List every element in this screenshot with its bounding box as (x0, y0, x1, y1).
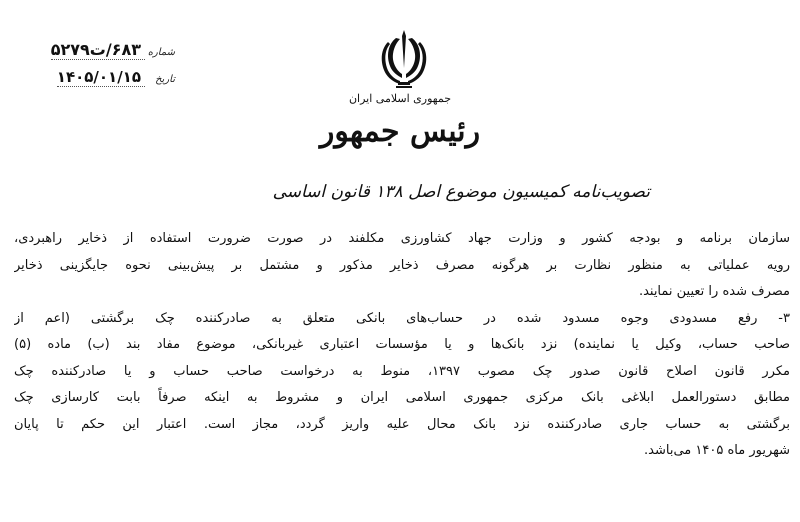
office-title: رئیس جمهور (319, 114, 481, 149)
body-line: ۳- رفع مسدودی وجوه مسدود شده در حساب‌های بانکی متعلق به صادرکننده چک برگشتی (اعم از (14, 310, 790, 326)
body-line: شهریور ماه ۱۴۰۵ می‌باشد. (644, 443, 790, 458)
republic-name: جمهوری اسلامی ایران (348, 92, 452, 105)
iran-emblem-icon (378, 28, 430, 90)
body-line: مکرر قانون اصلاح قانون صدور چک مصوب ۱۳۹۷، منوط به درخواست صاحب حساب و یا صادرکننده چک (14, 363, 790, 379)
body-line: صاحب حساب، وکیل یا نماینده) نزد بانک‌ها و یا مؤسسات اعتباری غیربانکی، موضوع مفاد بند (ب) ماده (۵) (14, 337, 790, 352)
approval-line: تصویب‌نامه کمیسیون موضوع اصل ۱۳۸ قانون اساسی (272, 182, 650, 202)
emblem-graphic (378, 28, 430, 90)
body-line: مصرف شده را تعیین نمایند. (638, 284, 790, 299)
number-value: ۶۸۳/ت۵۲۷۹ (51, 40, 145, 60)
date-value: ۱۴۰۵/۰۱/۱۵ (57, 68, 145, 87)
number-label: شماره (147, 47, 175, 58)
date-label: تاریخ (155, 74, 175, 85)
body-line: رویه عملیاتی به منظور نظارت بر هرگونه مصرف ذخایر مذکور و مشتمل بر پیش‌بینی نحوه جایگزینی ذخایر (14, 257, 790, 273)
body-line: سازمان برنامه و بودجه کشور و وزارت جهاد کشاورزی مکلفند در صورت ضرورت استفاده از ذخایر راهبردی، (14, 231, 790, 246)
date-row (0, 68, 175, 96)
body-line: مطابق دستورالعمل ابلاغی بانک مرکزی جمهوری اسلامی ایران و مشروط به اینکه صرفاً بابت کارسازی چک (14, 390, 790, 405)
document-body (14, 226, 790, 465)
document-meta (0, 40, 175, 96)
number-row (0, 40, 175, 68)
body-line: برگشتی به حساب جاری صادرکننده نزد بانک محال علیه واریز گردد، مجاز است. اعتبار این حکم تا پایان (14, 416, 790, 432)
